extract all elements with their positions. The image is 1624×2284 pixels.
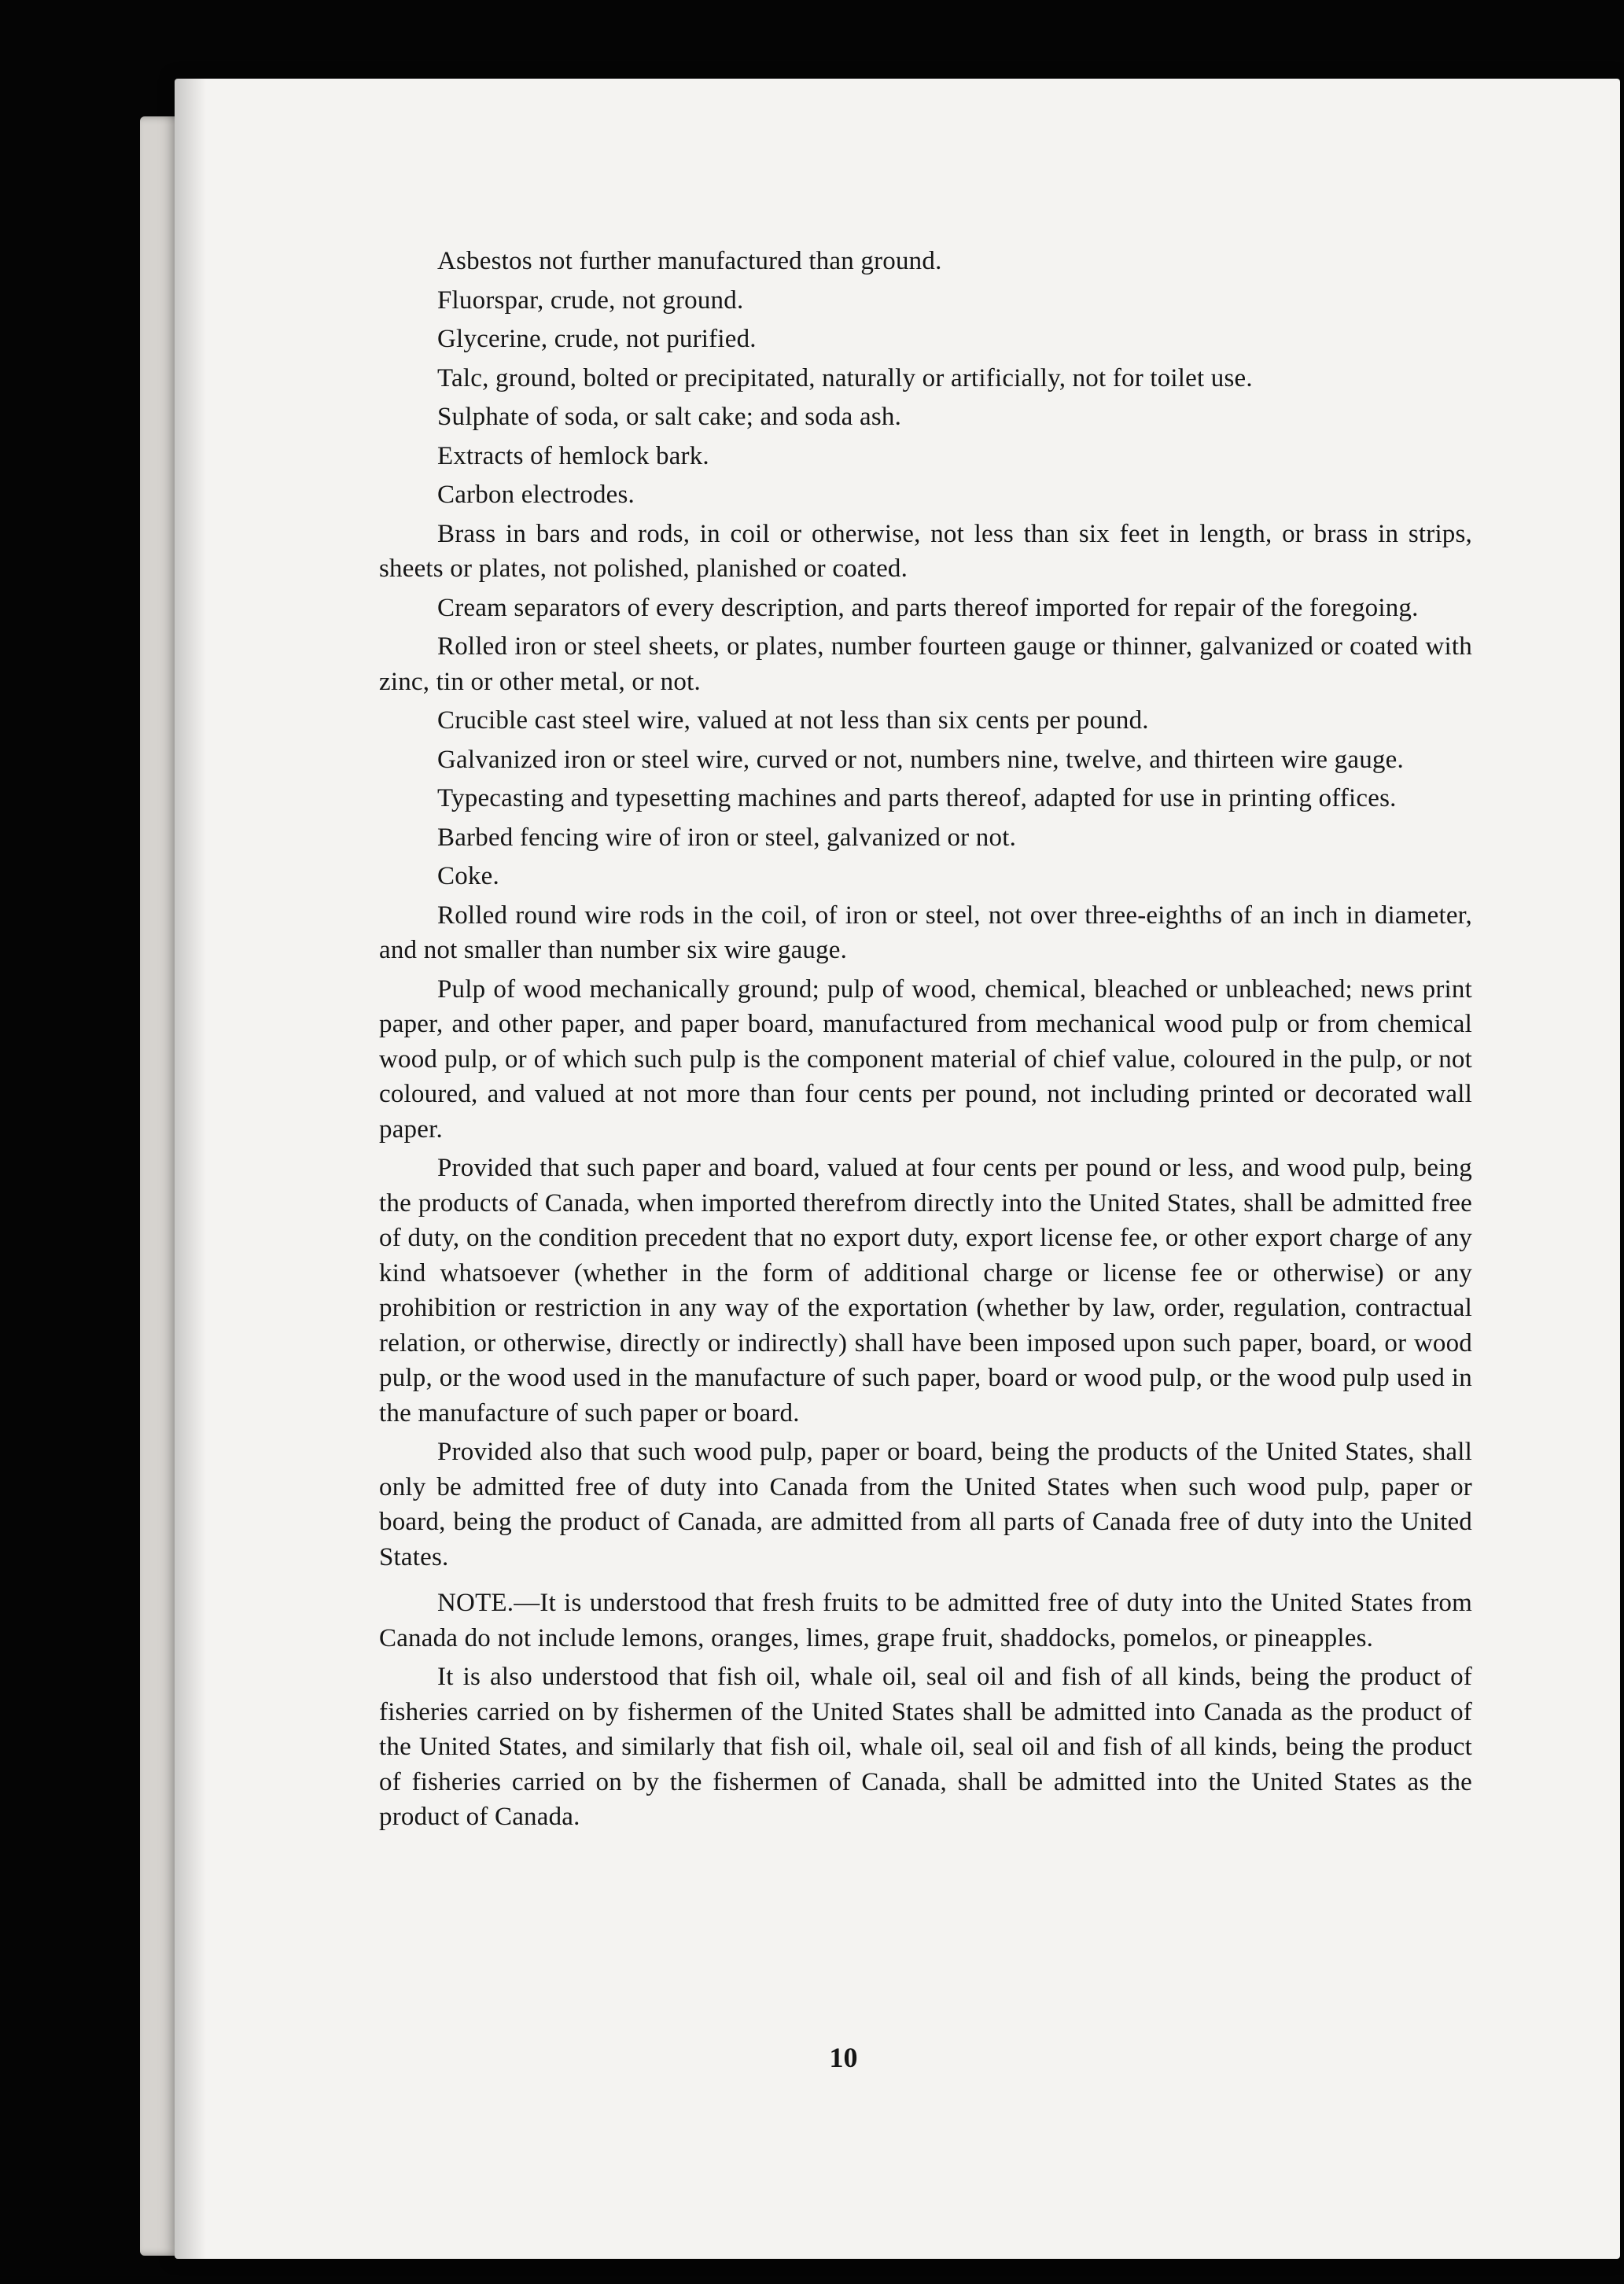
paragraph-wire-rods: Rolled round wire rods in the coil, of iron or steel, not over three-eighths of an inch in diameter, and not smaller than number six wire gauge. bbox=[379, 901, 1472, 964]
paragraph-asbestos: Asbestos not further manufactured than ground. bbox=[437, 247, 942, 275]
paragraph-fluorspar: Fluorspar, crude, not ground. bbox=[437, 286, 744, 315]
paragraph-proviso-united-states: Provided also that such wood pulp, paper or board, being the products of the United States, shall only be admitted free of duty into Canada from the United States when such wood pulp, paper or board, being the product of Canada, are admitted from all parts of Canada free of duty into the United States. bbox=[379, 1438, 1472, 1571]
paragraph-carbon-electrodes: Carbon electrodes. bbox=[437, 481, 635, 509]
paragraph-proviso-paper-board: Provided that such paper and board, valued at four cents per pound or less, and wood pulp, being the products of Canada, when imported therefrom directly into the United States, shall be admitted free of duty, on the condition precedent that no export duty, export license fee, or other export charge of any kind whatsoever (whether in the form of additional charge or license fee or otherwise) or any prohibition or restriction in any way of the exportation (whether by law, order, regulation, contractual relation, or otherwise, directly or indirectly) shall have been imposed upon such paper, board, or wood pulp, or the wood used in the manufacture of such paper, board or wood pulp, or the wood pulp used in the manufacture of such paper or board. bbox=[379, 1154, 1472, 1428]
paragraph-typecasting-machines: Typecasting and typesetting machines and parts thereof, adapted for use in printing offices. bbox=[437, 784, 1397, 812]
paragraph-note-fresh-fruits: NOTE.—It is understood that fresh fruits to be admitted free of duty into the United States from Canada do not include lemons, oranges, limes, grape fruit, shaddocks, pomelos, or pineapples. bbox=[379, 1589, 1472, 1652]
paragraph-crucible-steel-wire: Crucible cast steel wire, valued at not less than six cents per pound. bbox=[437, 706, 1149, 735]
paragraph-cream-separators: Cream separators of every description, and parts thereof imported for repair of the foregoing. bbox=[437, 593, 1419, 622]
paragraph-hemlock-bark: Extracts of hemlock bark. bbox=[437, 441, 709, 470]
paragraph-glycerine: Glycerine, crude, not purified. bbox=[437, 325, 757, 353]
paragraph-galvanized-wire: Galvanized iron or steel wire, curved or not, numbers nine, twelve, and thirteen wire gauge. bbox=[437, 745, 1404, 774]
paragraph-fish-oil: It is also understood that fish oil, whale oil, seal oil and fish of all kinds, being the product of fisheries carried on by fishermen of the United States shall be admitted into Canada as the product of the United States, and similarly that fish oil, whale oil, seal oil and fish of all kinds, being the product of fisheries carried on by the fishermen of Canada, shall be admitted into the United States as the product of Canada. bbox=[379, 1663, 1472, 1831]
paragraph-talc: Talc, ground, bolted or precipitated, naturally or artificially, not for toilet use. bbox=[437, 363, 1253, 392]
paragraph-barbed-wire: Barbed fencing wire of iron or steel, galvanized or not. bbox=[437, 823, 1017, 852]
document-body bbox=[379, 244, 1472, 1839]
paragraph-rolled-iron-sheets: Rolled iron or steel sheets, or plates, number fourteen gauge or thinner, galvanized or coated with zinc, tin or other metal, or not. bbox=[379, 632, 1472, 696]
page-number: 10 bbox=[829, 2042, 858, 2073]
paragraph-brass: Brass in bars and rods, in coil or otherwise, not less than six feet in length, or brass in strips, sheets or plates, not polished, planished or coated. bbox=[379, 519, 1472, 583]
paragraph-coke: Coke. bbox=[437, 862, 499, 890]
paragraph-sulphate-of-soda: Sulphate of soda, or salt cake; and soda ash. bbox=[437, 403, 902, 431]
paragraph-pulp-of-wood: Pulp of wood mechanically ground; pulp of wood, chemical, bleached or unbleached; news print paper, and other paper, and paper board, manufactured from mechanical wood pulp or from chemical wood pulp, or of which such pulp is the component material of chief value, coloured in the pulp, or not coloured, and valued at not more than four cents per pound, not including printed or decorated wall paper. bbox=[379, 974, 1472, 1144]
